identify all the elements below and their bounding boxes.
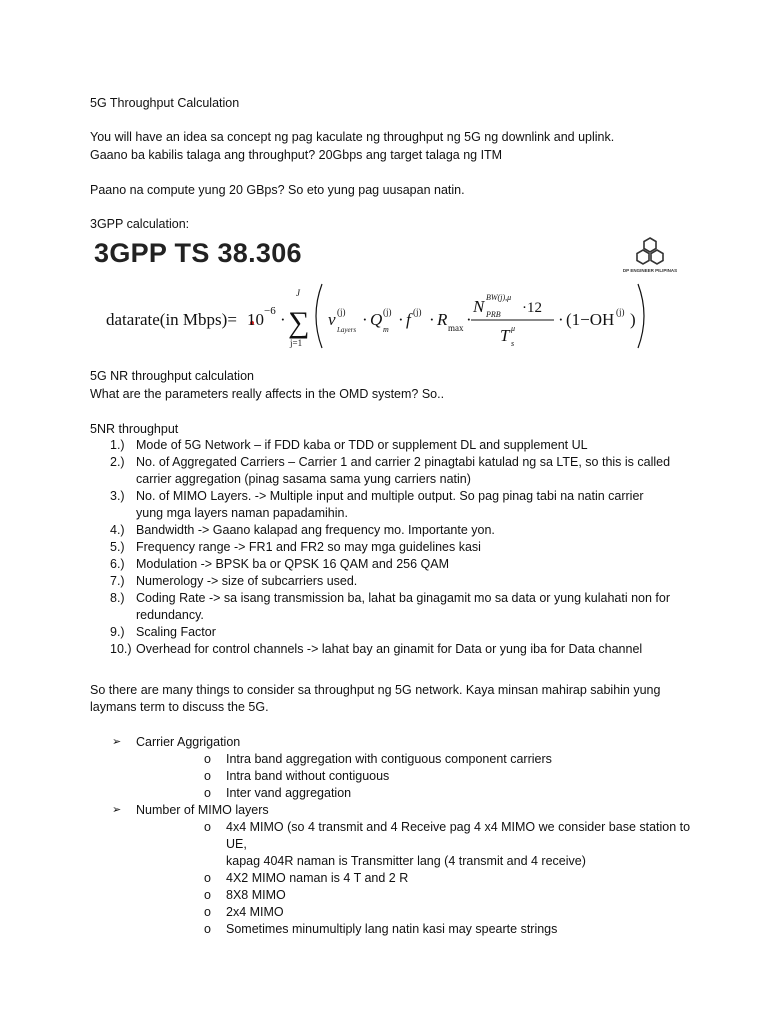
sub-list [136,751,710,802]
intro-line-2: Gaano ba kabilis talaga ang throughput? 20Gbps ang target talaga ng ITM [90,148,503,162]
logo-caption: DP ENGINEER PILIPINAS [622,268,678,273]
list-number: 6.) [110,557,125,571]
oh-sup: (j) [616,307,625,317]
sub-list [136,819,710,938]
sub-list-item [136,768,710,785]
dot-5: · [466,310,472,329]
sub-list-item [136,751,710,768]
arrow-bullet-icon: ➢ [112,804,122,816]
list-item-text: Bandwidth -> Gaano kalapad ang frequency mo. Importante yon. [136,523,495,537]
sum-symbol: ∑ [288,306,310,339]
question-text: Paano na compute yung 20 GBps? So eto yung pag uusapan natin. [90,183,465,197]
f-symbol: f [406,310,411,329]
formula-lhs: datarate(in Mbps)= [106,310,237,329]
dot-3: · [398,310,404,329]
formula-figure [90,232,680,354]
r-sub: max [448,323,464,333]
overhead-term: (1−OH [566,310,615,329]
sub-list-item [136,904,710,921]
list-item [90,624,690,641]
list-item-text: Numerology -> size of subcarriers used. [136,574,358,588]
list-item-text: Modulation -> BPSK ba or QPSK 16 QAM and 256 QAM [136,557,450,571]
list-item-text: Scaling Factor [136,625,216,639]
dot-6: · [558,310,564,329]
circle-bullet-icon: o [204,769,211,783]
sub-list-item [136,921,710,938]
intro-line-1: You will have an idea sa concept ng pag kaculate ng throughput ng 5G ng downlink and uplink. [90,130,615,144]
datarate-formula [90,276,680,352]
n-symbol: N [473,297,485,316]
n-sub: PRB [486,310,501,319]
times-twelve: ·12 [522,300,542,316]
list-item-text: Mode of 5G Network – if FDD kaba or TDD or supplement DL and supplement UL [136,438,588,452]
nu-sub: Layers [337,326,357,334]
sub-list-item [136,870,710,887]
doc-title: 5G Throughput Calculation [90,96,240,110]
circle-bullet-icon: o [204,752,211,766]
arrow-bullet-icon: ➢ [112,736,122,748]
sub-item-text: Inter vand aggregation [226,786,352,800]
circle-bullet-icon: o [204,922,211,936]
list-item-text: Coding Rate -> sa isang transmission ba, lahat ba ginagamit mo sa data or yung kulahati non for [136,591,670,605]
formula-ten: 10 [247,310,264,329]
formula-dot: · [280,310,286,329]
bullet-label: Carrier Aggrigation [136,735,241,749]
list-item-text: No. of Aggregated Carriers – Carrier 1 and carrier 2 pinagtabi katulad ng sa LTE, so this is called [136,455,671,469]
list-item [90,454,690,488]
q-sub: m [383,325,389,334]
list-number: 3.) [110,489,125,503]
circle-bullet-icon: o [204,786,211,800]
list-heading: 5NR throughput [90,422,179,436]
list-item [90,556,690,573]
list-number: 5.) [110,540,125,554]
circle-bullet-icon: o [204,820,211,834]
f-sup: (j) [413,307,422,317]
summary-line-1: So there are many things to consider sa throughput ng 5G network. Kaya minsan mahirap sabihin yung [90,683,661,697]
circle-bullet-icon: o [204,871,211,885]
sub-item-text: Sometimes minumultiply lang natin kasi may spearte strings [226,922,558,936]
r-symbol: R [437,310,448,329]
sub-item-text: Intra band without contiguous [226,769,390,783]
q-symbol: Q [370,310,383,329]
figure-title: 3GPP TS 38.306 [94,238,302,268]
list-item [90,539,690,556]
sub-list-item [136,785,710,802]
sub-item-text-continued: kapag 404R naman is Transmitter lang (4 transmit and 4 receive) [226,854,586,868]
list-number: 2.) [110,455,125,469]
list-number: 8.) [110,591,125,605]
list-item [90,488,690,522]
formula-exp: −6 [264,305,276,317]
q-sup: (j) [383,307,392,317]
sum-lower: j=1 [290,338,303,348]
sub-item-text: 4x4 MIMO (so 4 transmit and 4 Receive pag 4 x4 MIMO we consider base station to UE, [226,820,691,851]
list-number: 9.) [110,625,125,639]
oh-close: ) [630,310,636,329]
sub-item-text: 8X8 MIMO [226,888,286,902]
list-item-text: Overhead for control channels -> lahat bay an ginamit for Data or yung iba for Data channel [136,642,643,656]
circle-bullet-icon: o [204,888,211,902]
sub-item-text: Intra band aggregation with contiguous component carriers [226,752,552,766]
sub-item-text: 4X2 MIMO naman is 4 T and 2 R [226,871,409,885]
dot-2: · [362,310,368,329]
t-sub: s [511,339,515,348]
sub-list-item [136,819,710,870]
parameters-list [90,437,690,658]
t-sup: μ [511,324,516,333]
list-item-text-continued: carrier aggregation (pinag sasama sama yung carriers natin) [136,472,471,486]
list-number: 7.) [110,574,125,588]
open-paren [316,284,322,348]
close-paren [638,284,644,348]
nu-symbol: v [328,310,336,329]
calc-heading: 3GPP calculation: [90,217,190,231]
sub-item-text: 2x4 MIMO [226,905,284,919]
list-item-text: Frequency range -> FR1 and FR2 so may mga guidelines kasi [136,540,481,554]
bullet-label: Number of MIMO layers [136,803,269,817]
circle-bullet-icon: o [204,905,211,919]
bullet-list [90,734,710,938]
list-item-text: No. of MIMO Layers. -> Multiple input and multiple output. So pag pinag tabi na natin carrier [136,489,644,503]
nr-question: What are the parameters really affects in the OMD system? So.. [90,387,445,401]
bullet-item [90,734,710,802]
list-item [90,590,690,624]
list-number: 1.) [110,438,125,452]
list-item [90,641,690,658]
t-symbol: T [500,326,510,345]
dot-4: · [429,310,435,329]
list-item [90,437,690,454]
nr-heading: 5G NR throughput calculation [90,369,254,383]
summary-line-2: laymans term to discuss the 5G. [90,700,269,714]
list-item [90,522,690,539]
bullet-item [90,802,710,938]
list-item-text-continued: yung mga layers naman papadamihin. [136,506,348,520]
sub-list-item [136,887,710,904]
n-sup: BW(j),μ [486,293,512,302]
nu-sup: (j) [337,307,346,317]
list-number: 10.) [110,642,132,656]
sum-upper: J [296,288,300,298]
list-item-text-continued: redundancy. [136,608,204,622]
list-item [90,573,690,590]
list-number: 4.) [110,523,125,537]
